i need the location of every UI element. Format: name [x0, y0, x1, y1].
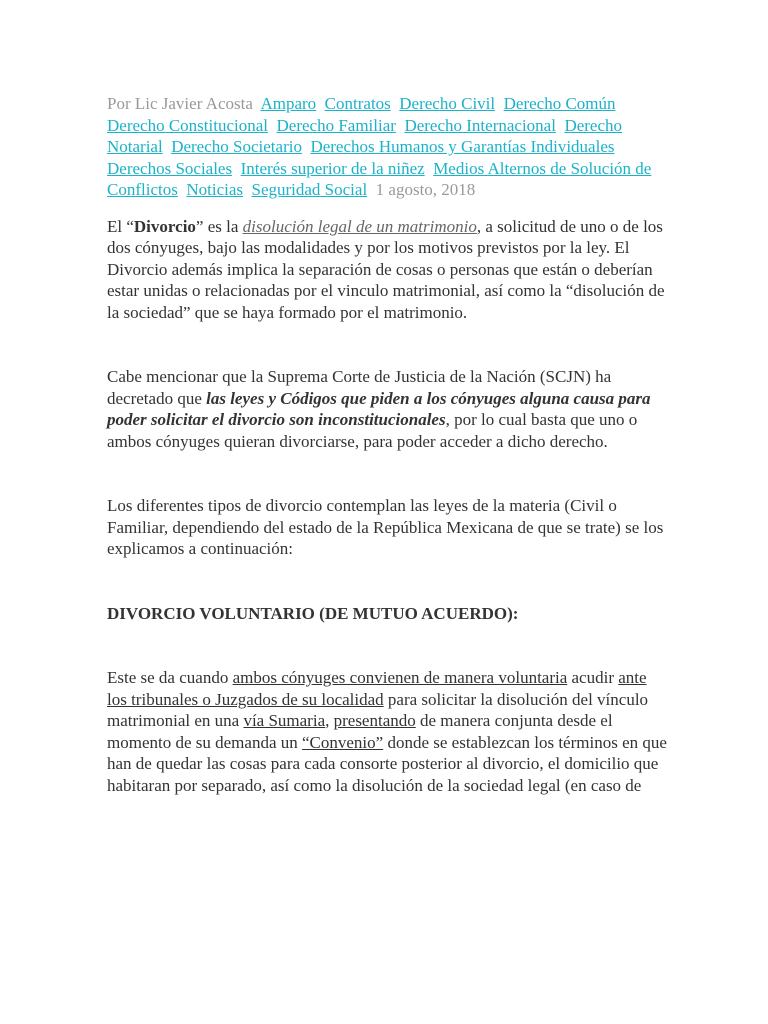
text-segment: Los diferentes tipos de divorcio contemplan las leyes de la materia (Civil o Familiar, dependiendo del estado de la República Mexicana de que se trate) se los explicamos a continuación: — [107, 496, 664, 558]
underlined-text: ambos cónyuges convienen de manera voluntaria — [232, 668, 568, 687]
category-link-derecho-comun[interactable]: Derecho Común — [503, 94, 616, 113]
text-segment: El “ — [107, 216, 134, 236]
article — [107, 93, 667, 796]
term-divorcio: Divorcio — [133, 216, 196, 236]
underlined-text: presentando — [333, 711, 416, 730]
category-link-derecho-civil[interactable]: Derecho Civil — [399, 94, 496, 113]
category-link-derecho-societario[interactable]: Derecho Societario — [171, 137, 302, 156]
text-segment: para solicitar la disolución del vínculo matrimonial en una — [107, 689, 649, 730]
text-segment: Este se da cuando — [107, 668, 233, 687]
definition-link[interactable]: disolución legal de un matrimonio — [242, 216, 477, 236]
paragraph-types — [107, 495, 667, 560]
text-segment: , a solicitud de uno o de los dos cónyuges, bajo las modalidades y por los motivos previstos por la ley. El Divorcio además implica la separación de cosas o personas que están o deberían estar unidas o relacionadas por el vinculo matrimonial, así como la “disolución de la sociedad” que se haya formado por el matrimonio. — [107, 216, 665, 322]
paragraph-scjn — [107, 366, 667, 452]
category-link-derecho-familiar[interactable]: Derecho Familiar — [276, 115, 396, 135]
text-segment: acudir — [567, 668, 619, 687]
category-link-medios-alternos[interactable]: Medios Alternos de Solución de Conflictos — [107, 158, 652, 199]
text-segment: ” es la — [195, 216, 243, 236]
text-segment: , — [325, 711, 334, 730]
category-link-noticias[interactable]: Noticias — [186, 180, 243, 199]
section-heading: DIVORCIO VOLUNTARIO (DE MUTUO ACUERDO): — [107, 603, 519, 623]
author-byline: Por Lic Javier Acosta — [107, 94, 253, 113]
category-link-derecho-internacional[interactable]: Derecho Internacional — [404, 115, 556, 135]
post-date: 1 agosto, 2018 — [375, 180, 476, 199]
paragraph-voluntario — [107, 667, 667, 796]
text-segment: , por lo cual basta que uno o ambos cónyuges quieran divorciarse, para poder acceder a dicho derecho. — [107, 410, 638, 451]
category-link-interes-superior-ninez[interactable]: Interés superior de la niñez — [240, 158, 425, 178]
underlined-text: “Convenio” — [302, 732, 384, 752]
category-link-amparo[interactable]: Amparo — [260, 94, 317, 113]
text-segment: Cabe mencionar que la Suprema Corte de Justicia de la Nación (SCJN) ha decretado que — [107, 367, 612, 408]
category-link-derechos-humanos[interactable]: Derechos Humanos y Garantías Individuales — [310, 137, 615, 156]
post-meta — [107, 93, 667, 201]
text-segment: donde se establezcan los términos en que han de quedar las cosas para cada consorte posterior al divorcio, el domicilio que habitaran por separado, así como la disolución de la sociedad legal (en caso de — [107, 732, 667, 795]
emphasis-text: las leyes y Códigos que piden a los cónyuges alguna causa para poder solicitar el divorcio son inconstitucionales — [107, 388, 651, 429]
text-segment: de manera conjunta desde el momento de su demanda un — [107, 711, 613, 752]
category-link-derecho-notarial[interactable]: Derecho Notarial — [107, 115, 623, 156]
underlined-text: ante los tribunales o Juzgados de su localidad — [107, 668, 647, 709]
category-link-seguridad-social[interactable]: Seguridad Social — [251, 180, 368, 199]
paragraph-definition — [107, 216, 667, 324]
category-link-derecho-constitucional[interactable]: Derecho Constitucional — [107, 115, 268, 135]
category-link-derechos-sociales[interactable]: Derechos Sociales — [107, 158, 233, 178]
category-link-contratos[interactable]: Contratos — [324, 94, 391, 113]
underlined-text: vía Sumaria — [243, 711, 326, 730]
